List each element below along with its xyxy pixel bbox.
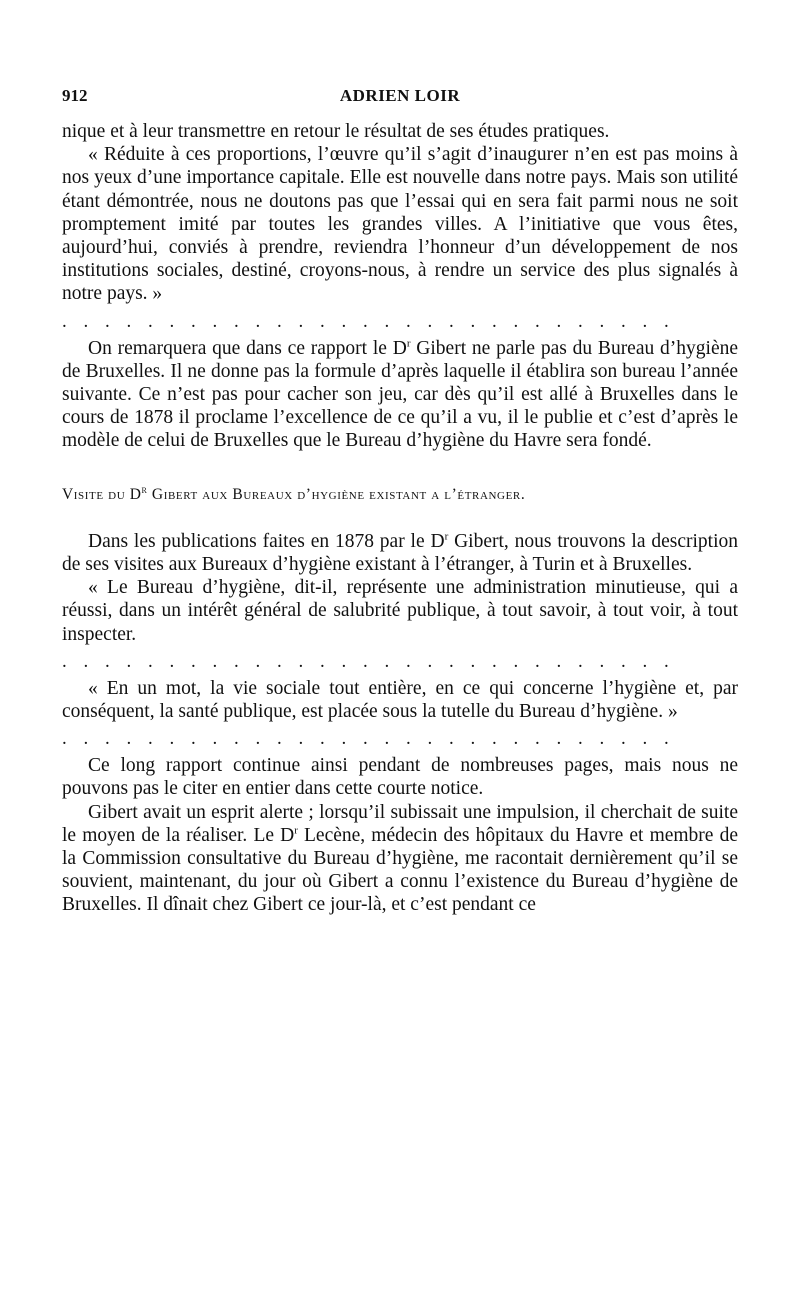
section-heading-end: Gibert aux Bureaux d’hygiène existant a l’étranger. bbox=[147, 485, 526, 503]
ellipsis-dots: . . . . . . . . . . . . . . . . . . . . . . . . . . . . . bbox=[62, 310, 669, 332]
paragraph-gibert-start: Gibert avait un esprit alerte ; lorsqu’il subissait une impulsion, il cherchait de suite le moyen de la réaliser. Le D bbox=[62, 801, 738, 846]
paragraph-continuation: nique et à leur transmettre en retour le résultat de ses études pratiques. bbox=[62, 121, 610, 142]
paragraph-publications-end: Gibert, nous trouvons la description de ses visites aux Bureaux d’hygiène existant à l’étranger, à Turin et à Bruxelles. bbox=[62, 530, 738, 576]
ellipsis-dots: . . . . . . . . . . . . . . . . . . . . . . . . . . . . . bbox=[62, 650, 669, 672]
doctor-abbrev-sup: r bbox=[294, 824, 298, 837]
paragraph-quote-vie-sociale: « En un mot, la vie sociale tout entière, en ce qui concerne l’hygiène et, par conséquent, la santé publique, est placée sous la tutelle du Bureau d’hygiène. » bbox=[62, 677, 738, 723]
paragraph-remarque-start: On remarquera que dans ce rapport le D bbox=[88, 337, 407, 359]
paragraph-remarque bbox=[62, 337, 738, 453]
book-page bbox=[62, 86, 738, 917]
section-heading-start: Visite du D bbox=[62, 485, 142, 503]
paragraph-quote-bureau: « Le Bureau d’hygiène, dit-il, représente une administration minutieuse, qui a réussi, dans un intérêt général de salubrité publique, à tout savoir, à tout voir, à tout inspecter. bbox=[62, 577, 738, 645]
page-header bbox=[62, 86, 738, 114]
page-number: 912 bbox=[62, 86, 88, 105]
ellipsis-row bbox=[62, 650, 738, 673]
paragraph-gibert-end: Lecène, médecin des hôpitaux du Havre et membre de la Commission consultative du Bureau d’hygiène, me racontait dernièrement qu’il se souvient, maintenant, du jour où Gibert a connu l’existence du Bureau d’hygiène de Bruxelles. Il dînait chez Gibert ce jour-là, et c’est pendant ce bbox=[62, 824, 738, 916]
heading-doctor-sup: r bbox=[141, 483, 148, 496]
ellipsis-row bbox=[62, 310, 738, 333]
paragraph-gibert-esprit bbox=[62, 801, 738, 917]
body-text bbox=[62, 120, 738, 917]
paragraph-quote-reduite: « Réduite à ces proportions, l’œuvre qu’il s’agit d’inaugurer n’en est pas moins à nos yeux d’une importance capitale. Elle est nouvelle dans notre pays. Mais son utilité étant démontrée, nous ne doutons pas que l’essai qui en sera fait parmi nous ne soit promptement imité par toutes les grandes villes. A l’initiative que vous êtes, aujourd’hui, conviés à prendre, reviendra l’honneur d’un développement de nos institutions sociales, destiné, croyons-nous, à rendre un service des plus signalés à notre pays. » bbox=[62, 144, 738, 305]
doctor-abbrev-sup: r bbox=[444, 530, 449, 543]
ellipsis-dots: . . . . . . . . . . . . . . . . . . . . . . . . . . . . . bbox=[62, 728, 669, 750]
running-title: ADRIEN LOIR bbox=[339, 86, 461, 105]
ellipsis-row bbox=[62, 727, 738, 750]
paragraph-publications bbox=[62, 530, 738, 576]
paragraph-publications-start: Dans les publications faites en 1878 par le D bbox=[88, 530, 445, 552]
section-heading bbox=[62, 483, 738, 506]
paragraph-remarque-end: Gibert ne parle pas du Bureau d’hygiène de Bruxelles. Il ne donne pas la formule d’après laquelle il établira son bureau l’année suivante. Ce n’est pas pour cacher son jeu, car dès qu’il est allé à Bruxelles dans le cours de 1878 il proclame l’excellence de ce qu’il a vu, il le publie et c’est d’après le modèle de celui de Bruxelles que le Bureau d’hygiène du Havre sera fondé. bbox=[62, 337, 739, 452]
paragraph-long-rapport: Ce long rapport continue ainsi pendant de nombreuses pages, mais nous ne pouvons pas le citer en entier dans cette courte notice. bbox=[62, 755, 738, 800]
doctor-abbrev-sup: r bbox=[406, 337, 411, 350]
